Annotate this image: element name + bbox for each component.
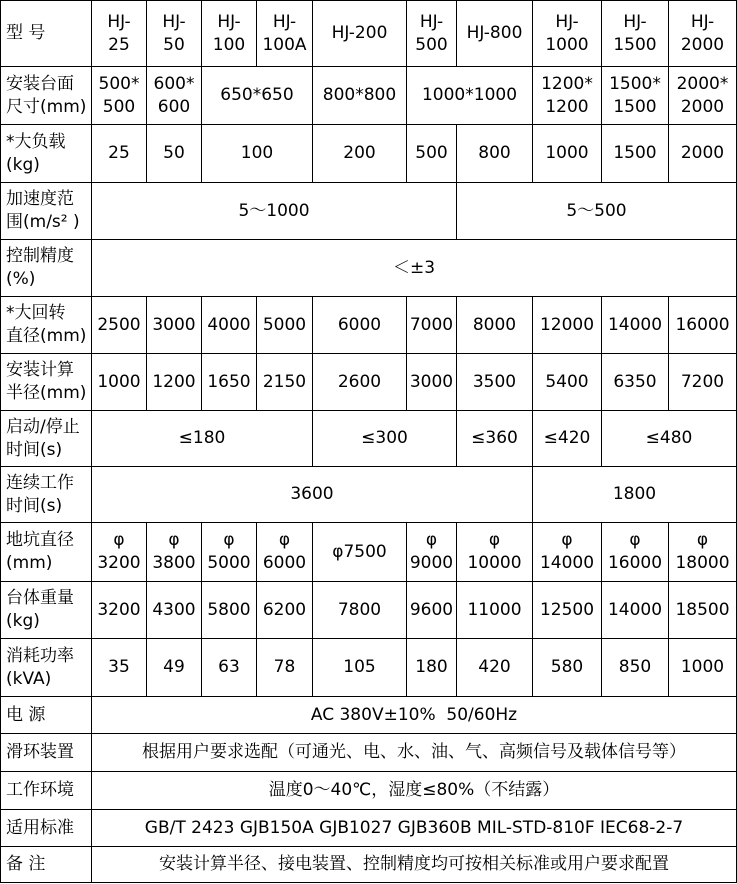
max-load-value: 1500 [602, 125, 669, 183]
mounting-table-size-value: 1000*1000 [407, 67, 533, 125]
max-load-value: 800 [457, 125, 533, 183]
model-hj-200: HJ-200 [313, 1, 407, 67]
calc-radius-value: 1200 [147, 354, 202, 411]
table-row [1, 772, 737, 810]
power-consumption-value: 180 [407, 639, 457, 697]
max-rotation-diameter-value: 16000 [669, 297, 737, 354]
table-row [1, 697, 737, 734]
pit-diameter-value: φ 18000 [669, 523, 737, 582]
table-row [1, 67, 737, 125]
start-stop-time-value: ≤480 [602, 411, 737, 467]
environment-value: 温度0～40℃，湿度≤80%（不结露） [92, 772, 737, 810]
model-header-label: 型 号 [1, 1, 92, 67]
table-weight-value: 9600 [407, 582, 457, 639]
max-rotation-diameter-value: 12000 [533, 297, 602, 354]
table-row [1, 734, 737, 772]
mounting-table-size-value: 600* 600 [147, 67, 202, 125]
max-rotation-diameter-value: 5000 [257, 297, 313, 354]
table-weight-value: 7800 [313, 582, 407, 639]
mounting-table-size-value: 1500* 1500 [602, 67, 669, 125]
power-consumption-value: 1000 [669, 639, 737, 697]
max-rotation-diameter-value: 6000 [313, 297, 407, 354]
max-load-value: 2000 [669, 125, 737, 183]
table-row [1, 125, 737, 183]
calc-radius-value: 1650 [202, 354, 257, 411]
calc-radius-value: 1000 [92, 354, 147, 411]
table-row [1, 639, 737, 697]
table-row [1, 411, 737, 467]
mounting-table-size-value: 500* 500 [92, 67, 147, 125]
calc-radius-value: 2150 [257, 354, 313, 411]
table-row [1, 847, 737, 883]
table-row [1, 354, 737, 411]
calc-radius-value: 6350 [602, 354, 669, 411]
power-consumption-value: 850 [602, 639, 669, 697]
start-stop-time-value: ≤300 [313, 411, 457, 467]
max-load-value: 1000 [533, 125, 602, 183]
label-standards: 适用标准 [1, 810, 92, 847]
model-hj-25: HJ- 25 [92, 1, 147, 67]
model-hj-2000: HJ- 2000 [669, 1, 737, 67]
label-control-accuracy: 控制精度 (%) [1, 240, 92, 297]
table-row [1, 240, 737, 297]
standards-value: GB/T 2423 GJB150A GJB1027 GJB360B MIL-STD-810F IEC68-2-7 [92, 810, 737, 847]
label-remarks: 备 注 [1, 847, 92, 883]
table-weight-value: 12500 [533, 582, 602, 639]
pit-diameter-value: φ 3800 [147, 523, 202, 582]
label-max-load: *大负载 (kg) [1, 125, 92, 183]
max-rotation-diameter-value: 4000 [202, 297, 257, 354]
pit-diameter-value: φ 16000 [602, 523, 669, 582]
model-hj-1000: HJ- 1000 [533, 1, 602, 67]
table-weight-value: 14000 [602, 582, 669, 639]
calc-radius-value: 3000 [407, 354, 457, 411]
label-mounting-table-size: 安装台面 尺寸(mm) [1, 67, 92, 125]
calc-radius-value: 7200 [669, 354, 737, 411]
table-weight-value: 6200 [257, 582, 313, 639]
pit-diameter-value: φ 5000 [202, 523, 257, 582]
max-rotation-diameter-value: 3000 [147, 297, 202, 354]
control-accuracy-value: ＜±3 [92, 240, 737, 297]
power-consumption-value: 580 [533, 639, 602, 697]
pit-diameter-value: φ 10000 [457, 523, 533, 582]
table-row [1, 582, 737, 639]
power-consumption-value: 78 [257, 639, 313, 697]
label-acceleration-range: 加速度范 围(m/s² ) [1, 183, 92, 240]
table-row [1, 523, 737, 582]
max-load-value: 100 [202, 125, 313, 183]
label-pit-diameter: 地坑直径 (mm) [1, 523, 92, 582]
model-hj-100: HJ- 100 [202, 1, 257, 67]
start-stop-time-value: ≤360 [457, 411, 533, 467]
table-row [1, 810, 737, 847]
label-calc-radius: 安装计算 半径(mm) [1, 354, 92, 411]
calc-radius-value: 3500 [457, 354, 533, 411]
calc-radius-value: 5400 [533, 354, 602, 411]
max-rotation-diameter-value: 8000 [457, 297, 533, 354]
pit-diameter-value: φ 6000 [257, 523, 313, 582]
pit-diameter-value: φ 3200 [92, 523, 147, 582]
mounting-table-size-value: 650*650 [202, 67, 313, 125]
table-row [1, 297, 737, 354]
table-weight-value: 4300 [147, 582, 202, 639]
acceleration-range-value: 5～1000 [92, 183, 457, 240]
max-load-value: 50 [147, 125, 202, 183]
label-slip-ring: 滑环装置 [1, 734, 92, 772]
max-rotation-diameter-value: 2500 [92, 297, 147, 354]
continuous-time-value: 1800 [533, 467, 737, 523]
pit-diameter-value: φ 14000 [533, 523, 602, 582]
mounting-table-size-value: 1200* 1200 [533, 67, 602, 125]
table-weight-value: 18500 [669, 582, 737, 639]
header-row [1, 1, 737, 67]
table-row [1, 467, 737, 523]
mounting-table-size-value: 2000* 2000 [669, 67, 737, 125]
table-row [1, 183, 737, 240]
remarks-value: 安装计算半径、接电装置、控制精度均可按相关标准或用户要求配置 [92, 847, 737, 883]
table-weight-value: 11000 [457, 582, 533, 639]
mounting-table-size-value: 800*800 [313, 67, 407, 125]
max-rotation-diameter-value: 7000 [407, 297, 457, 354]
power-consumption-value: 420 [457, 639, 533, 697]
max-load-value: 500 [407, 125, 457, 183]
power-consumption-value: 35 [92, 639, 147, 697]
max-load-value: 200 [313, 125, 407, 183]
continuous-time-value: 3600 [92, 467, 533, 523]
label-table-weight: 台体重量 (kg) [1, 582, 92, 639]
label-max-rotation-diameter: *大回转 直径(mm) [1, 297, 92, 354]
power-consumption-value: 63 [202, 639, 257, 697]
pit-diameter-value: φ 9000 [407, 523, 457, 582]
label-power-supply: 电 源 [1, 697, 92, 734]
max-rotation-diameter-value: 14000 [602, 297, 669, 354]
label-start-stop-time: 启动/停止 时间(s) [1, 411, 92, 467]
pit-diameter-value: φ7500 [313, 523, 407, 582]
power-consumption-value: 49 [147, 639, 202, 697]
label-environment: 工作环境 [1, 772, 92, 810]
model-hj-800: HJ-800 [457, 1, 533, 67]
model-hj-100a: HJ- 100A [257, 1, 313, 67]
model-hj-500: HJ- 500 [407, 1, 457, 67]
start-stop-time-value: ≤180 [92, 411, 313, 467]
label-power-consumption: 消耗功率 (kVA) [1, 639, 92, 697]
model-hj-50: HJ- 50 [147, 1, 202, 67]
max-load-value: 25 [92, 125, 147, 183]
label-continuous-time: 连续工作 时间(s) [1, 467, 92, 523]
model-hj-1500: HJ- 1500 [602, 1, 669, 67]
table-weight-value: 3200 [92, 582, 147, 639]
table-weight-value: 5800 [202, 582, 257, 639]
slip-ring-value: 根据用户要求选配（可通光、电、水、油、气、高频信号及载体信号等） [92, 734, 737, 772]
start-stop-time-value: ≤420 [533, 411, 602, 467]
acceleration-range-value: 5～500 [457, 183, 737, 240]
calc-radius-value: 2600 [313, 354, 407, 411]
power-supply-value: AC 380V±10% 50/60Hz [92, 697, 737, 734]
power-consumption-value: 105 [313, 639, 407, 697]
